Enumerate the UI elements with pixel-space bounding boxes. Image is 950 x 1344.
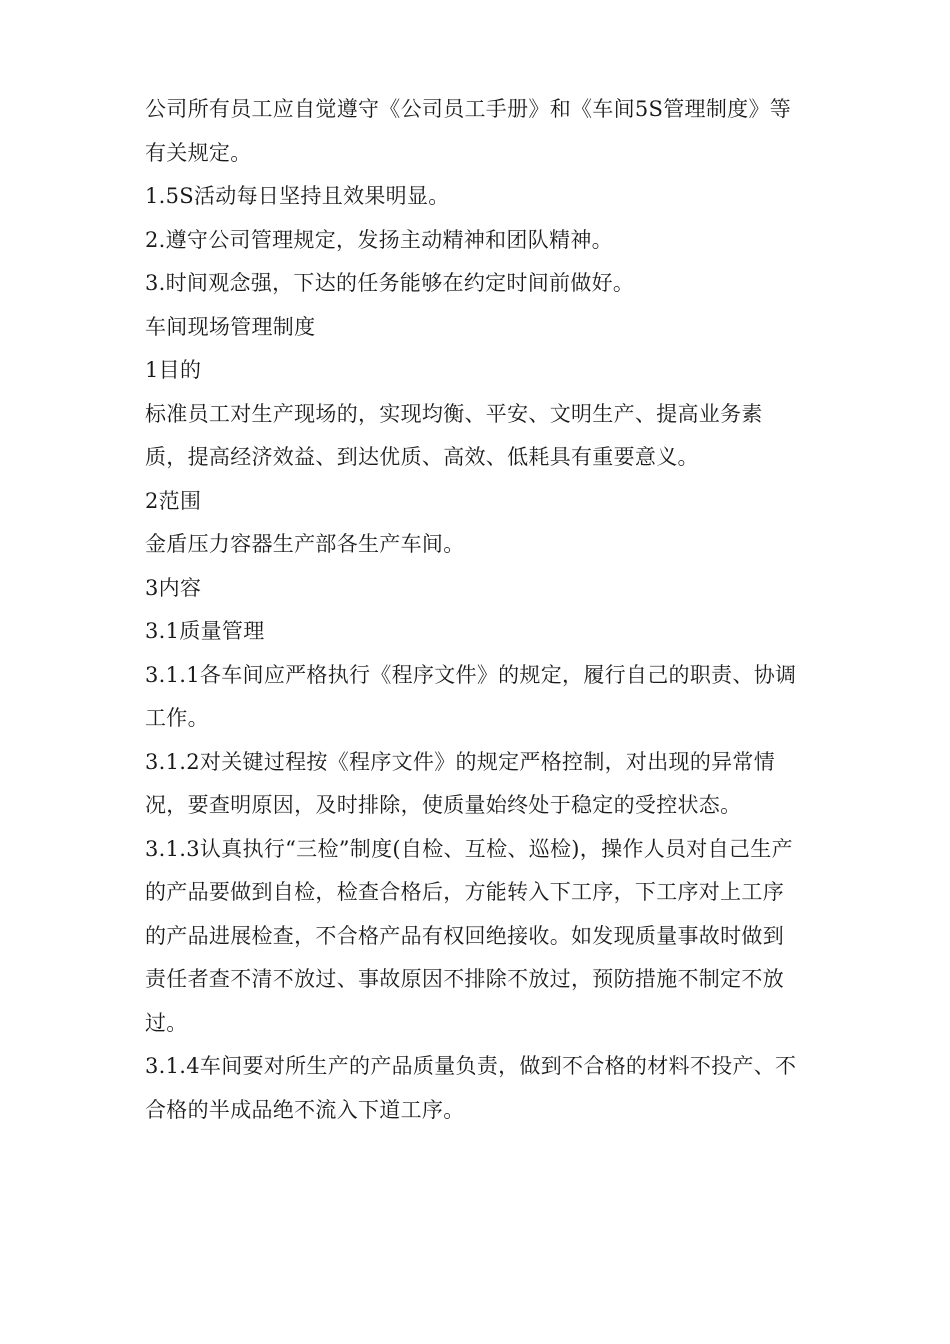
- paragraph-item-1: 1.5S活动每日坚持且效果明显。: [145, 184, 450, 208]
- paragraph-3-1-3: 3.1.3认真执行“三检”制度(自检、互检、巡检)，操作人员对自己生产的产品要做到自检，检查合格后，方能转入下工序，下工序对上工序的产品进展检查，不合格产品有权回绝接收。如发现质量事故时做到责任者查不清不放过、事故原因不排除不放过，预防措施不制定不放过。: [145, 836, 793, 1035]
- heading-content: 3内容: [145, 575, 202, 600]
- paragraph-item-2: 2.遵守公司管理规定，发扬主动精神和团队精神。: [145, 227, 613, 252]
- heading-purpose: 1目的: [145, 358, 202, 382]
- paragraph-3-1-2: 3.1.2对关键过程按《程序文件》的规定严格控制，对出现的异常情况，要查明原因，及时排除，使质量始终处于稳定的受控状态。: [145, 749, 776, 817]
- paragraph-item-3: 3.时间观念强，下达的任务能够在约定时间前做好。: [145, 271, 635, 295]
- paragraph-intro: 公司所有员工应自觉遵守《公司员工手册》和《车间5S管理制度》等有关规定。: [145, 97, 792, 165]
- document-body: [145, 88, 805, 1132]
- section-title: 车间现场管理制度: [145, 314, 316, 339]
- paragraph-purpose: 标准员工对生产现场的，实现均衡、平安、文明生产、提高业务素质，提高经济效益、到达优质、高效、低耗具有重要意义。: [145, 401, 763, 469]
- paragraph-3-1-1: 3.1.1各车间应严格执行《程序文件》的规定，履行自己的职责、协调工作。: [145, 662, 797, 730]
- paragraph-3-1-4: 3.1.4车间要对所生产的产品质量负责，做到不合格的材料不投产、不合格的半成品绝不流入下道工序。: [145, 1054, 797, 1122]
- heading-quality-management: 3.1质量管理: [145, 619, 265, 643]
- heading-scope: 2范围: [145, 488, 202, 513]
- paragraph-scope: 金盾压力容器生产部各生产车间。: [145, 532, 465, 556]
